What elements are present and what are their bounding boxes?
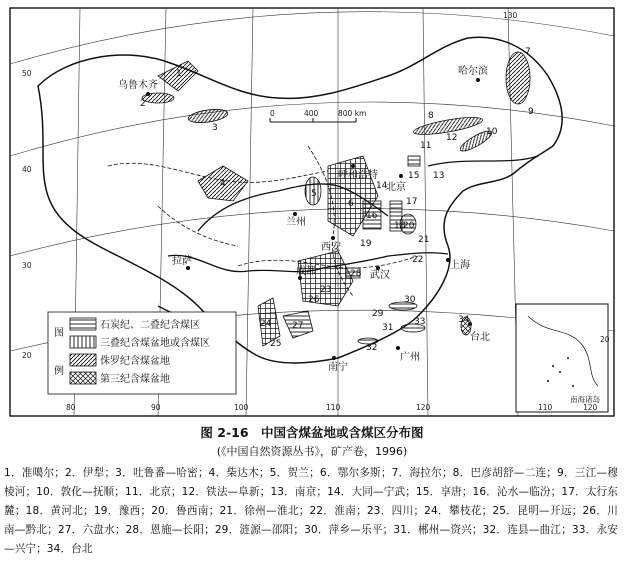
basin-list-item: 34．台北	[46, 543, 93, 555]
basin-11	[408, 156, 420, 166]
city-lanzhou: 兰州	[286, 217, 306, 228]
lon-110: 110	[326, 403, 341, 412]
city-urumqi: 乌鲁木齐	[118, 80, 158, 91]
basin-list-item: 15．享唐；	[415, 486, 473, 498]
basin-list-item: 19．豫西；	[93, 505, 152, 517]
basin-list-item: 10．敦化—抚顺；	[36, 486, 125, 498]
basin-list-item: 29．涟源—邵阳；	[214, 524, 305, 536]
legend-label-4: 第三纪含煤盆地	[100, 374, 170, 385]
city-shanghai: 上海	[450, 260, 470, 271]
basin-label-8: 8	[428, 111, 434, 121]
basin-label-3: 3	[212, 123, 218, 133]
basin-label-27: 27	[292, 321, 304, 331]
basin-label-17: 17	[406, 197, 418, 207]
city-taipei: 台北	[470, 332, 490, 343]
basin-label-29: 29	[372, 309, 384, 319]
basin-list-item: 22．淮南；	[309, 505, 367, 517]
basin-list-item: 12．铁法—阜新；	[181, 486, 271, 498]
basin-list-item: 8．巴彦胡舒—二连；	[452, 467, 557, 479]
lon-120: 120	[416, 403, 431, 412]
lon-90: 90	[151, 403, 161, 412]
city-lhasa: 拉萨	[172, 256, 192, 267]
basin-label-22: 22	[412, 255, 424, 265]
city-harbin: 哈尔滨	[458, 66, 488, 77]
basin-list	[4, 464, 618, 559]
legend-swatch-3	[70, 354, 96, 366]
city-beijing: 北京	[386, 182, 406, 193]
basin-label-13: 13	[433, 171, 445, 181]
basin-list-item: 14．大同—宁武；	[327, 486, 416, 498]
basin-label-20: 20	[403, 221, 415, 231]
basin-label-4: 4	[220, 179, 226, 189]
basin-list-item: 7．海拉尔；	[391, 467, 453, 479]
basin-label-31: 31	[382, 323, 394, 333]
legend	[48, 312, 236, 394]
basin-list-item: 4．柴达木；	[208, 467, 270, 479]
basin-list-item: 11．北京；	[125, 486, 182, 498]
basin-label-10: 10	[486, 127, 498, 137]
basin-list-item: 28．恩施—长阳；	[125, 524, 215, 536]
basin-label-5: 5	[311, 189, 317, 199]
legend-title-2: 例	[54, 366, 64, 377]
basin-label-11: 11	[420, 141, 432, 151]
city-guangzhou: 广州	[400, 352, 420, 363]
basin-list-item: 25．昆明—开远；	[492, 505, 583, 517]
city-nanning: 南宁	[328, 362, 348, 373]
basin-list-item: 23．四川；	[366, 505, 425, 517]
lat-20-right: 20	[600, 335, 610, 344]
basin-label-16: 16	[366, 211, 378, 221]
basin-list-item: 5．贺兰；	[269, 467, 320, 479]
basin-list-item: 26．川南—黔北；	[4, 505, 618, 536]
map-panel	[8, 6, 616, 418]
sea-inset	[516, 304, 608, 412]
basin-7	[506, 52, 530, 104]
basin-label-34: 34	[458, 315, 470, 325]
basin-label-23: 23	[320, 285, 332, 295]
basin-label-15: 15	[408, 171, 420, 181]
city-hohhot: 呼和浩特	[338, 170, 378, 181]
basin-label-32: 32	[366, 343, 378, 353]
basin-list-item: 21．徐州—淮北；	[219, 505, 310, 517]
legend-label-1: 石炭纪、二叠纪含煤区	[100, 320, 200, 331]
lon-100: 100	[234, 403, 249, 412]
lat-50: 50	[22, 69, 32, 78]
lat-30: 30	[22, 261, 32, 270]
figure-source: (《中国自然资源丛书》，矿产卷，1996)	[216, 445, 408, 458]
scale-tick-0: 0	[270, 109, 275, 118]
basin-list-item: 20．鲁西南；	[151, 505, 220, 517]
legend-swatch-4	[70, 372, 96, 384]
basin-label-1: 1	[176, 69, 182, 79]
basin-list-item: 16．沁水—临汾；	[472, 486, 562, 498]
legend-title-1: 图	[54, 328, 64, 339]
legend-swatch-1	[70, 318, 96, 330]
lon-130: 130	[503, 11, 518, 20]
inset-tick-120: 120	[583, 403, 598, 412]
basin-list-item: 24．攀枝花；	[424, 505, 493, 517]
basin-label-19: 19	[360, 239, 372, 249]
basin-label-26: 26	[308, 295, 320, 305]
city-chengdu: 成都	[296, 266, 316, 277]
basin-list-item: 18．黄河北；	[25, 505, 94, 517]
lat-40: 40	[22, 165, 32, 174]
basin-label-6: 6	[348, 199, 354, 209]
scale-tick-800: 800 km	[338, 109, 367, 118]
lon-80: 80	[66, 403, 76, 412]
basin-label-21: 21	[418, 235, 430, 245]
city-wuhan: 武汉	[370, 270, 390, 281]
basin-label-2: 2	[140, 99, 146, 109]
basin-list-item: 13．南京；	[270, 486, 328, 498]
inset-label: 南海诸岛	[570, 395, 600, 404]
china-coal-basin-map	[8, 6, 616, 418]
basin-list-item: 9．三江—穆棱河；	[4, 467, 618, 498]
basin-label-9: 9	[528, 107, 534, 117]
scale-tick-400: 400	[304, 109, 319, 118]
legend-label-3: 侏罗纪含煤盆地	[100, 356, 170, 367]
basin-list-item: 1．准噶尔；	[4, 467, 65, 479]
figure-title: 图 2-16 中国含煤盆地或含煤区分布图	[200, 425, 424, 440]
legend-swatch-2	[70, 336, 96, 348]
basin-list-item: 27．六盘水；	[57, 524, 126, 536]
basin-label-30: 30	[404, 295, 416, 305]
basin-label-33: 33	[414, 317, 426, 327]
lat-20: 20	[22, 351, 32, 360]
figure-caption	[0, 424, 624, 559]
basin-label-28: 28	[350, 269, 362, 279]
basin-label-25: 25	[270, 339, 282, 349]
inset-tick-110: 110	[538, 403, 553, 412]
basin-list-item: 2．伊犁；	[65, 467, 116, 479]
basin-list-item: 33．永安—兴宁；	[4, 524, 618, 555]
basin-list-item: 6．鄂尔多斯；	[319, 467, 392, 479]
basin-label-12: 12	[446, 133, 458, 143]
basin-label-18: 18	[394, 221, 406, 231]
basin-list-item: 32．连县—曲江；	[482, 524, 572, 536]
basin-list-item: 17．太行东麓；	[4, 486, 618, 517]
basin-label-14: 14	[376, 181, 388, 191]
legend-label-2: 三叠纪含煤盆地或含煤区	[100, 338, 210, 349]
basin-label-7: 7	[525, 47, 531, 57]
basin-list-item: 3．吐鲁番—哈密；	[115, 467, 209, 479]
basin-list-item: 30．萍乡—乐平；	[304, 524, 394, 536]
basin-list-item: 31．郴州—资兴；	[393, 524, 483, 536]
basin-label-24: 24	[260, 319, 272, 329]
city-xian: 西安	[321, 242, 341, 253]
